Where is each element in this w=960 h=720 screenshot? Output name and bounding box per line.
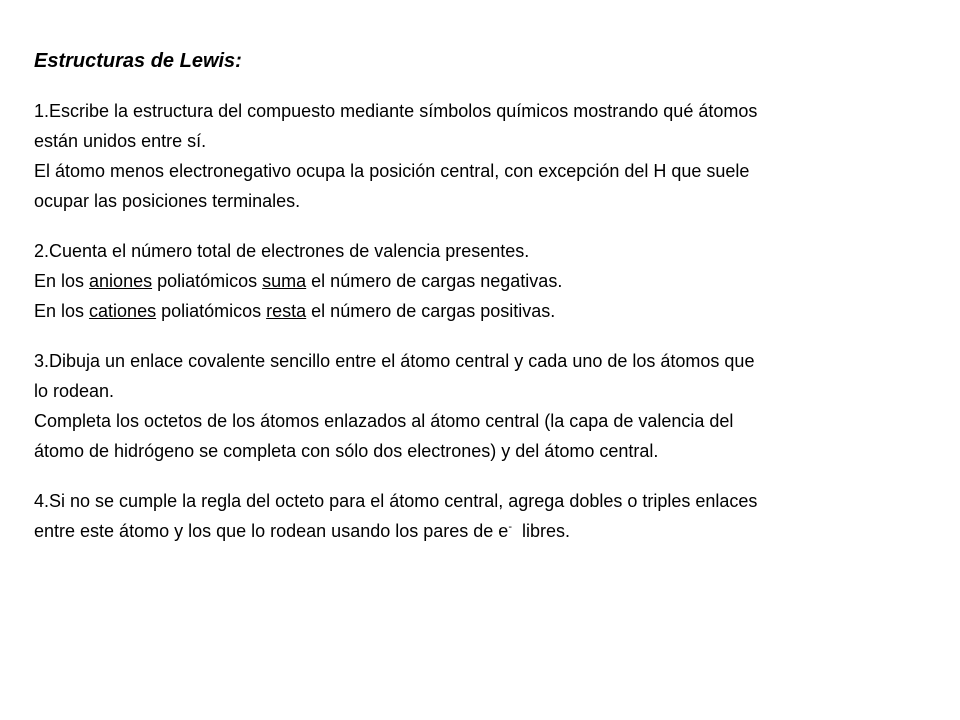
step-2-line-2 — [34, 266, 934, 296]
step-2-line-2-mid: poliatómicos — [152, 271, 263, 291]
step-1-line-3: El átomo menos electronegativo ocupa la posición central, con excepción del H que suele — [34, 161, 750, 181]
step-2-line-2-prefix: En los — [34, 271, 90, 291]
step-2-line-1: 2.Cuenta el número total de electrones de valencia presentes. — [34, 241, 530, 261]
aniones-term: aniones — [89, 271, 153, 291]
step-1-line-2: están unidos entre sí. — [34, 131, 207, 151]
step-3-line-3: Completa los octetos de los átomos enlazados al átomo central (la capa de valencia del — [34, 411, 734, 431]
suma-term: suma — [262, 271, 307, 291]
step-3-line-1: 3.Dibuja un enlace covalente sencillo entre el átomo central y cada uno de los átomos que — [34, 351, 755, 371]
step-2-line-3-suffix: el número de cargas positivas. — [306, 301, 556, 321]
step-3-line-2: lo rodean. — [34, 381, 115, 401]
step-2-line-3-prefix: En los — [34, 301, 90, 321]
step-2 — [34, 236, 934, 326]
step-4-line-1: 4.Si no se cumple la regla del octeto para el átomo central, agrega dobles o triples enlaces — [34, 491, 758, 511]
step-1 — [34, 96, 934, 216]
step-3 — [34, 346, 934, 466]
step-4 — [34, 486, 934, 549]
step-2-line-3 — [34, 296, 934, 326]
step-2-line-3-mid: poliatómicos — [156, 301, 267, 321]
cationes-term: cationes — [89, 301, 157, 321]
step-1-line-1: 1.Escribe la estructura del compuesto mediante símbolos químicos mostrando qué átomos — [34, 101, 758, 121]
step-2-line-2-suffix: el número de cargas negativas. — [306, 271, 563, 291]
step-3-line-4: átomo de hidrógeno se completa con sólo dos electrones) y del átomo central. — [34, 441, 659, 461]
step-4-line-2-prefix: entre este átomo y los que lo rodean usando los pares de e — [34, 521, 509, 541]
electron-charge-superscript: - — [508, 521, 512, 533]
resta-term: resta — [266, 301, 307, 321]
slide-title: Estructuras de Lewis: — [34, 50, 242, 72]
step-4-line-2-suffix: libres. — [511, 521, 571, 541]
slide-content — [34, 46, 934, 569]
step-1-line-4: ocupar las posiciones terminales. — [34, 191, 301, 211]
step-4-line-2 — [34, 516, 934, 549]
